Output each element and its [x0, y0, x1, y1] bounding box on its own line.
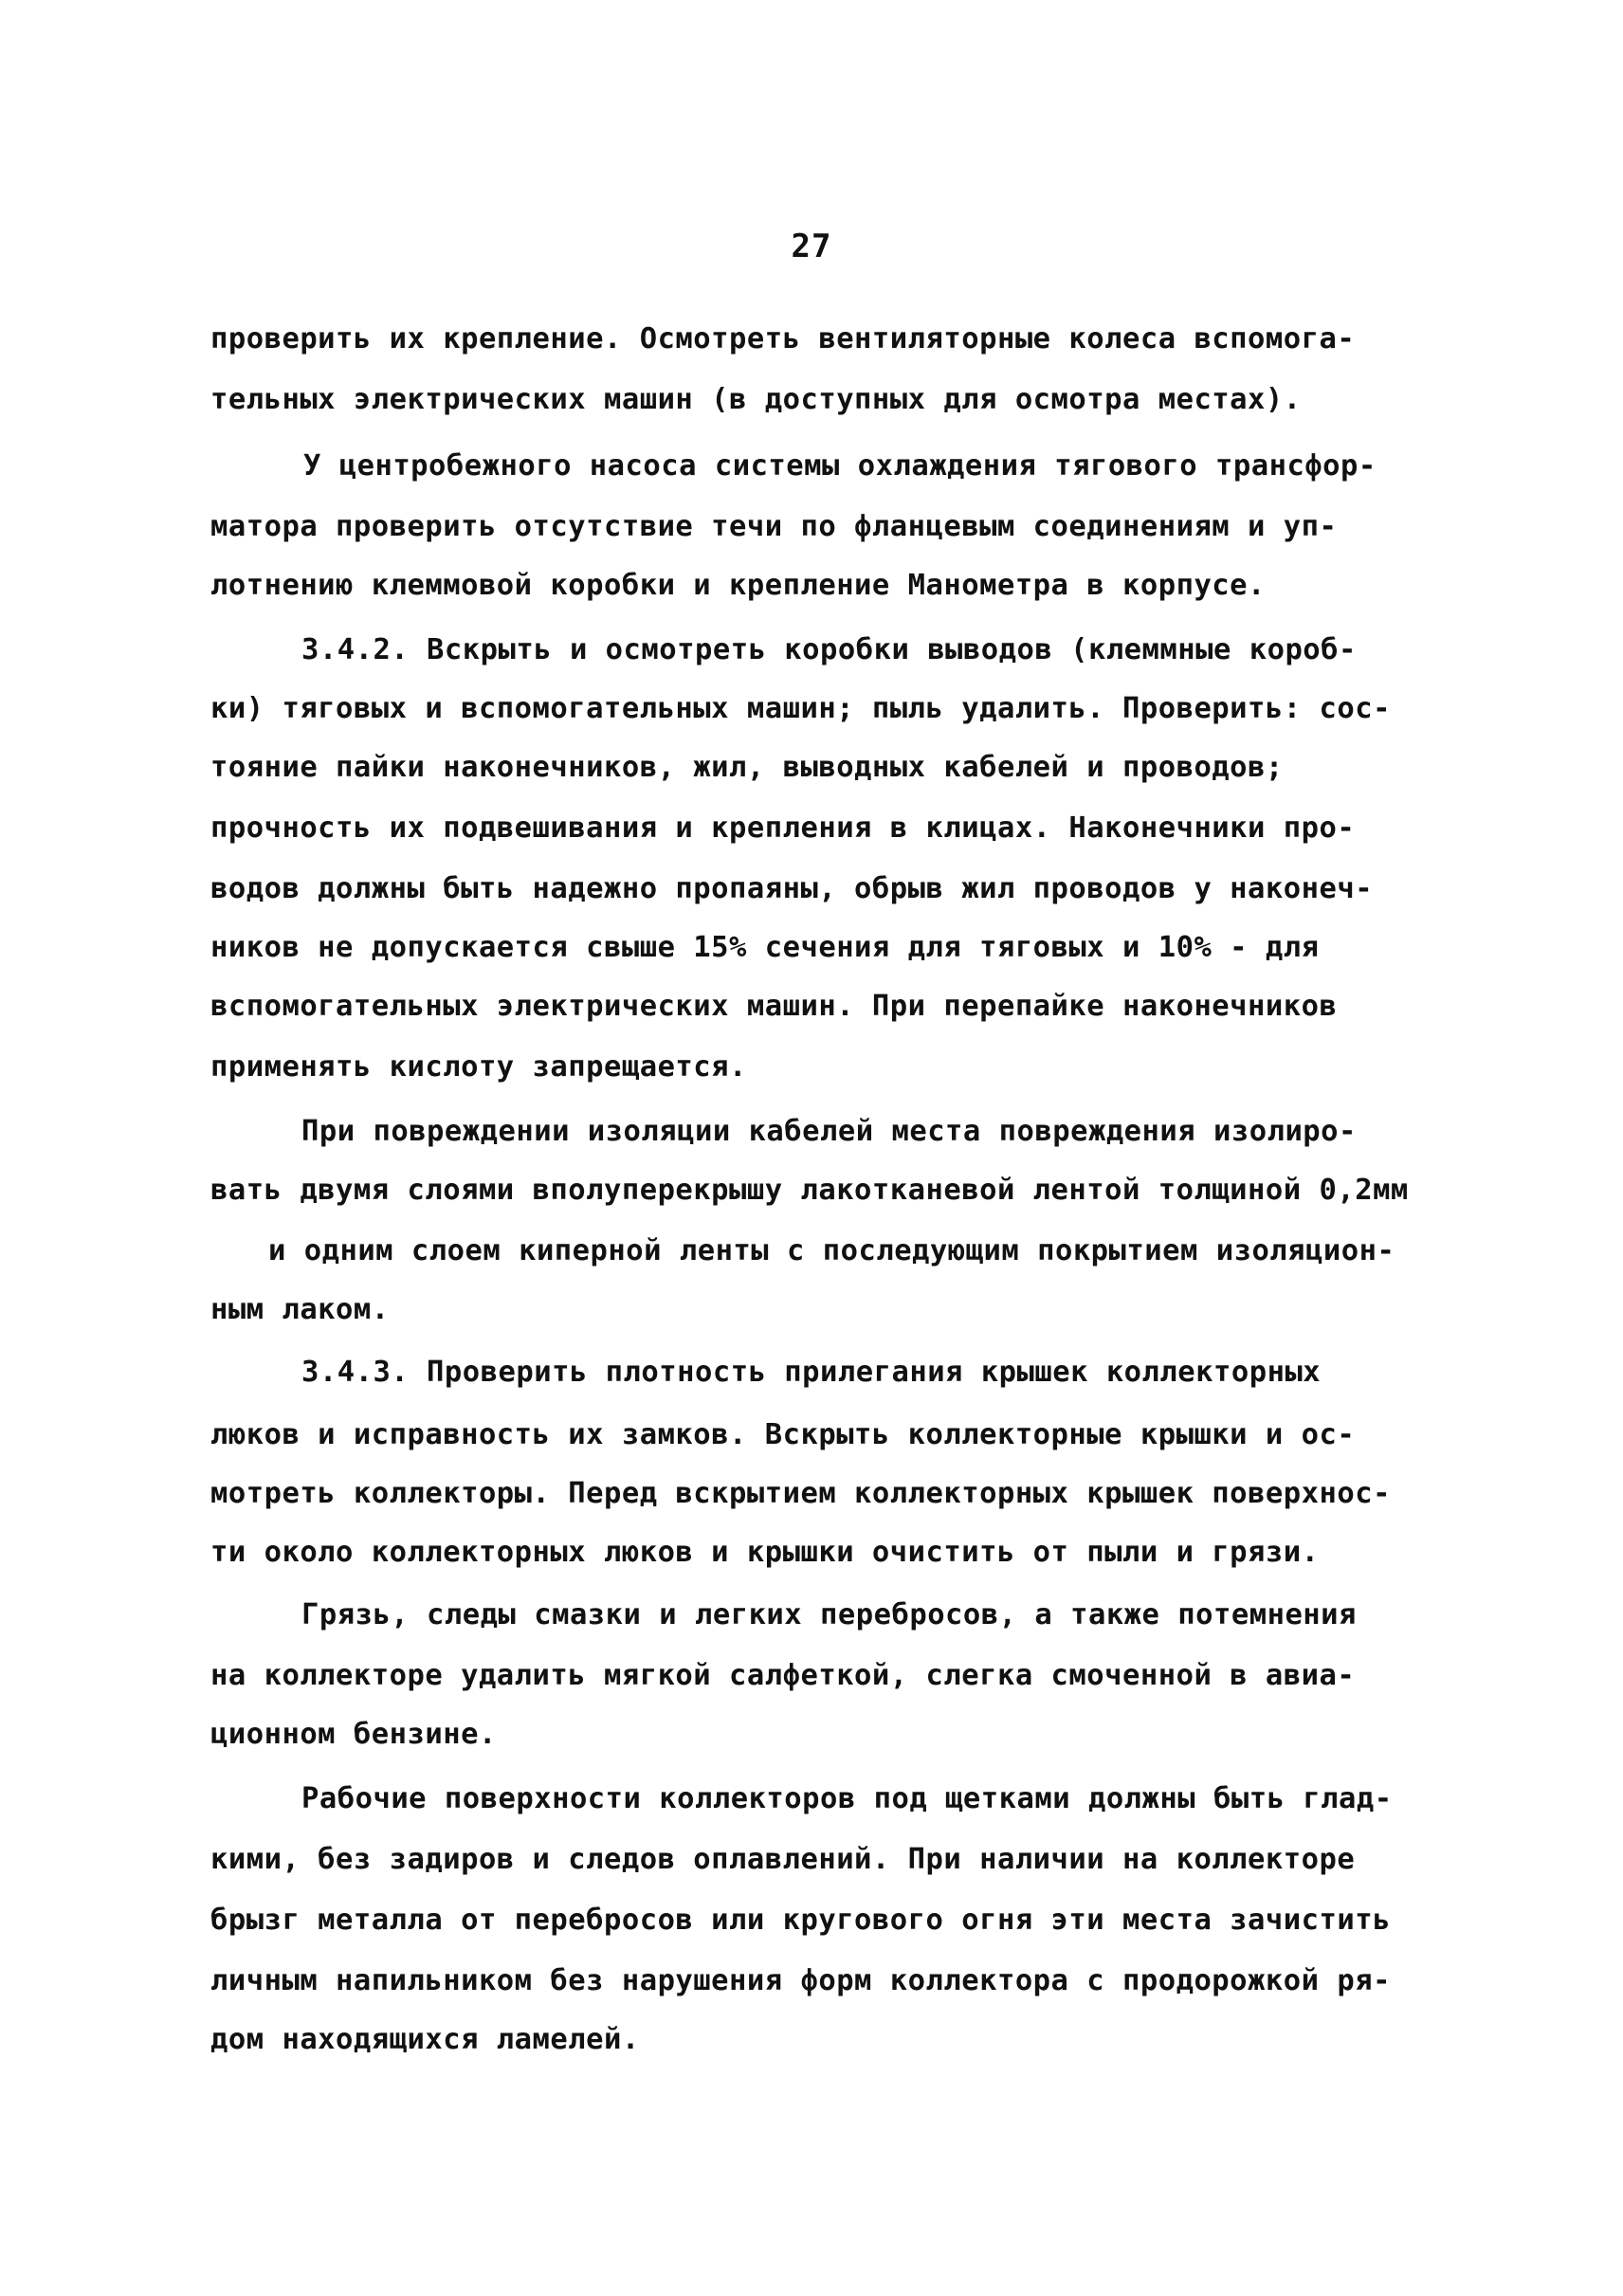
text-line: проверить их крепление. Осмотреть вентиляторные колеса вспомога- — [210, 322, 1356, 355]
text-line: и одним слоем киперной ленты с последующим покрытием изоляцион- — [268, 1234, 1395, 1267]
text-line: У центробежного насоса системы охлаждения тягового трансфор- — [303, 449, 1377, 483]
text-line: вать двумя слоями вполуперекрышу лакотканевой лентой толщиной 0,2мм — [210, 1174, 1409, 1207]
text-line: водов должны быть надежно пропаяны, обрыв жил проводов у наконеч- — [210, 872, 1374, 905]
text-line: тельных электрических машин (в доступных для осмотра местах). — [210, 383, 1302, 416]
text-line: ти около коллекторных люков и крышки очистить от пыли и грязи. — [210, 1536, 1320, 1569]
text-line: мотреть коллекторы. Перед вскрытием коллекторных крышек поверхнос- — [210, 1477, 1391, 1510]
text-line: дом находящихся ламелей. — [210, 2023, 640, 2056]
text-line: люков и исправность их замков. Вскрыть коллекторные крышки и ос- — [210, 1418, 1356, 1451]
text-line: применять кислоту запрещается. — [210, 1050, 747, 1084]
text-line: 3.4.3. Проверить плотность прилегания крышек коллекторных — [301, 1356, 1322, 1389]
text-line: ционном бензине. — [210, 1718, 497, 1751]
text-line: прочность их подвешивания и крепления в клицах. Наконечники про- — [210, 811, 1356, 845]
text-line: брызг металла от перебросов или кругового огня эти места зачистить — [210, 1904, 1391, 1937]
text-line: ки) тяговых и вспомогательных машин; пыль удалить. Проверить: сос- — [210, 692, 1391, 725]
text-line: тояние пайки наконечников, жил, выводных кабелей и проводов; — [210, 751, 1284, 784]
text-line: ников не допускается свыше 15% сечения для тяговых и 10% - для — [210, 931, 1320, 964]
text-line: на коллекторе удалить мягкой салфеткой, слегка смоченной в авиа- — [210, 1659, 1356, 1692]
text-line: лотнению клеммовой коробки и крепление Манометра в корпусе. — [210, 569, 1266, 602]
text-line: Грязь, следы смазки и легких перебросов, а также потемнения — [301, 1598, 1357, 1631]
text-line: кими, без задиров и следов оплавлений. При наличии на коллекторе — [210, 1843, 1356, 1876]
text-line: Рабочие поверхности коллекторов под щетками должны быть глад- — [301, 1782, 1393, 1815]
text-line: матора проверить отсутствие течи по фланцевым соединениям и уп- — [210, 510, 1338, 543]
text-line: При повреждении изоляции кабелей места повреждения изолиро- — [301, 1115, 1357, 1148]
text-line: 3.4.2. Вскрыть и осмотреть коробки выводов (клеммные короб- — [301, 633, 1357, 666]
page-number: 27 — [791, 228, 832, 265]
text-line: ным лаком. — [210, 1293, 390, 1326]
text-line: личным напильником без нарушения форм коллектора с продорожкой ря- — [210, 1964, 1391, 1997]
text-line: вспомогательных электрических машин. При перепайке наконечников — [210, 990, 1338, 1023]
